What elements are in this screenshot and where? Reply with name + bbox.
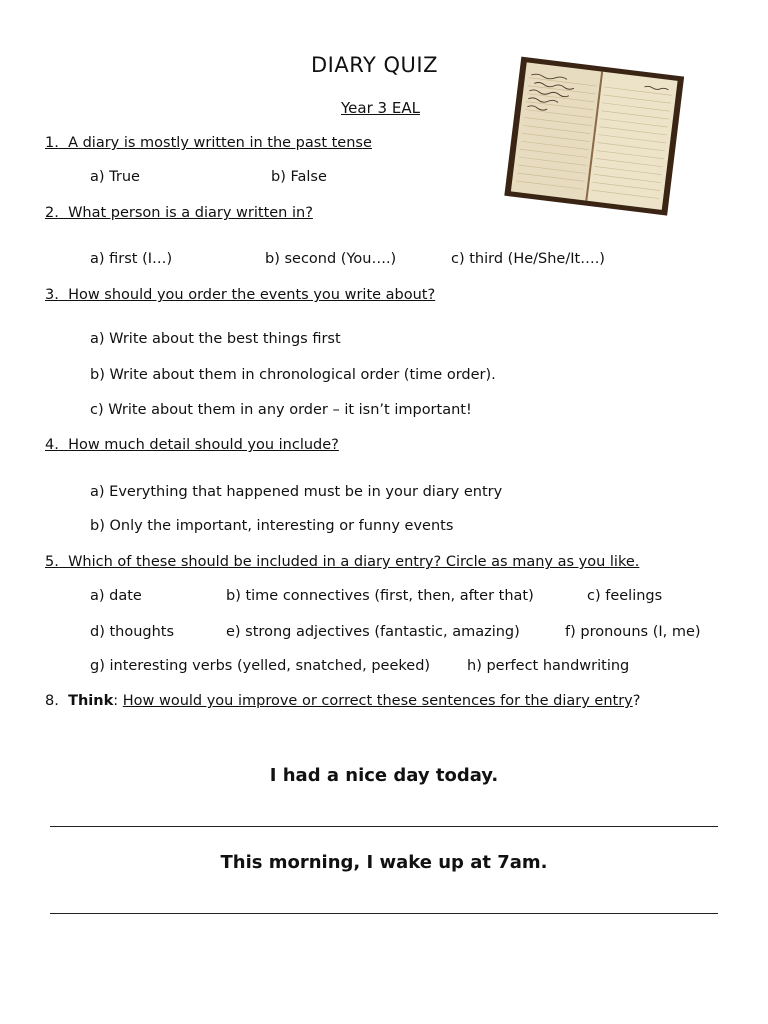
answer-line-2[interactable]	[50, 913, 718, 914]
answer-option: a) date	[90, 588, 142, 604]
diary-photo	[498, 56, 688, 220]
question-number: 3.	[45, 287, 59, 303]
answer-option: b) second (You….)	[265, 251, 397, 267]
answer-line-1[interactable]	[50, 826, 718, 827]
answer-option: c) feelings	[587, 588, 663, 604]
question-5	[45, 554, 639, 570]
answer-option: f) pronouns (I, me)	[565, 624, 701, 640]
question-3	[45, 287, 435, 303]
answer-option: a) first (I…)	[90, 251, 173, 267]
question-text: How should you order the events you write about?	[68, 287, 436, 303]
page-title: DIARY QUIZ	[311, 53, 438, 77]
question-number: 8.	[45, 693, 59, 709]
question-text: What person is a diary written in?	[68, 205, 313, 221]
answer-option: b) False	[271, 169, 327, 185]
question-number: 4.	[45, 437, 59, 453]
question-number: 2.	[45, 205, 59, 221]
answer-option: a) Write about the best things first	[90, 331, 341, 347]
answer-option: h) perfect handwriting	[467, 658, 630, 674]
question-text: Which of these should be included in a diary entry? Circle as many as you like.	[68, 554, 640, 570]
question-2	[45, 205, 313, 221]
question-number: 5.	[45, 554, 59, 570]
question-1	[45, 135, 372, 151]
answer-option: g) interesting verbs (yelled, snatched, peeked)	[90, 658, 431, 674]
question-4	[45, 437, 339, 453]
page-subtitle: Year 3 EAL	[341, 99, 420, 117]
question-number: 1.	[45, 135, 59, 151]
question-text: How would you improve or correct these sentences for the diary entry	[122, 693, 633, 709]
answer-option: a) Everything that happened must be in your diary entry	[90, 484, 503, 500]
sentence-2: This morning, I wake up at 7am.	[220, 852, 548, 873]
sentence-1: I had a nice day today.	[269, 765, 499, 786]
answer-option: c) third (He/She/It….)	[451, 251, 605, 267]
answer-option: c) Write about them in any order – it isn’t important!	[90, 402, 472, 418]
think-colon: :	[113, 693, 119, 709]
think-label: Think	[68, 693, 114, 709]
answer-option: d) thoughts	[90, 624, 175, 640]
answer-option: a) True	[90, 169, 140, 185]
answer-option: b) Only the important, interesting or funny events	[90, 518, 454, 534]
think-question	[45, 693, 640, 709]
question-text: How much detail should you include?	[68, 437, 339, 453]
answer-option: b) time connectives (first, then, after that)	[226, 588, 534, 604]
question-mark: ?	[632, 693, 641, 709]
answer-option: e) strong adjectives (fantastic, amazing)	[226, 624, 520, 640]
answer-option: b) Write about them in chronological order (time order).	[90, 367, 496, 383]
question-text: A diary is mostly written in the past tense	[68, 135, 372, 151]
